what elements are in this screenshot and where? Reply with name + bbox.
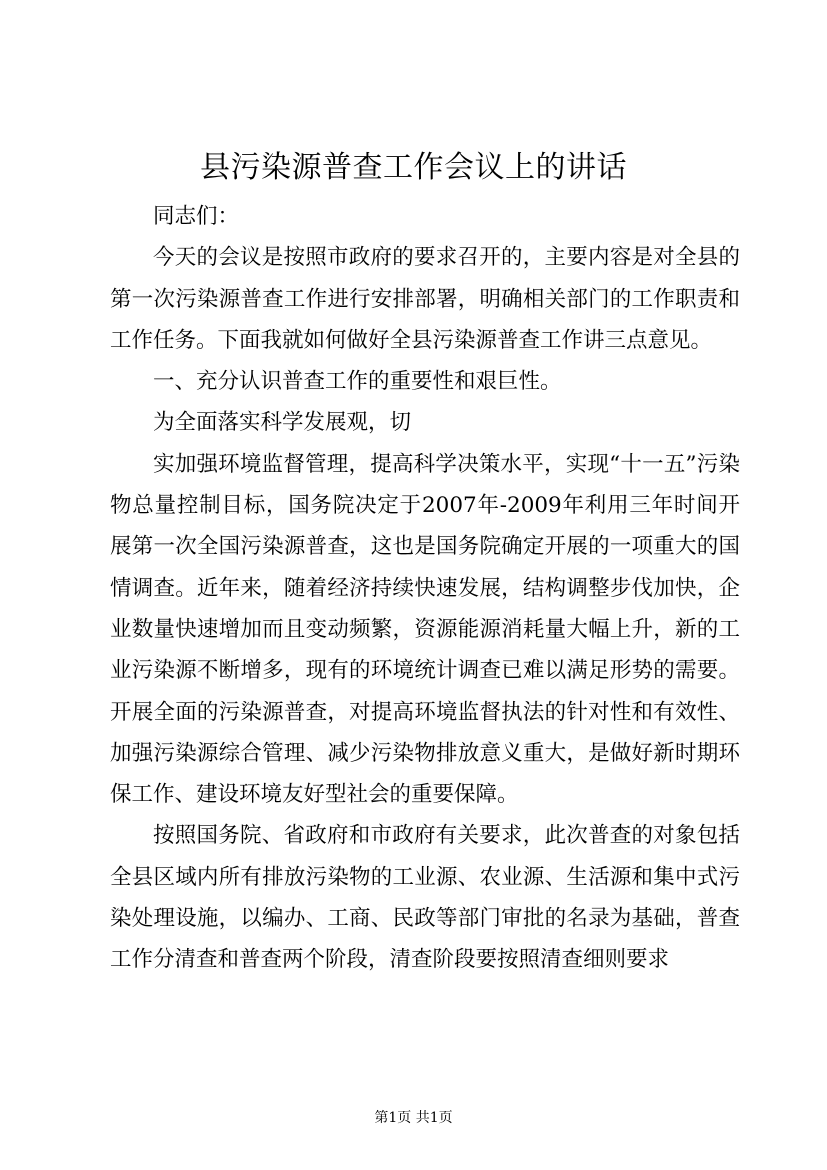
- salutation: 同志们：: [153, 204, 240, 229]
- paragraph-scope: 按照国务院、省政府和市政府有关要求，此次普查的对象包括全县区域内所有排放污染物的工业源、农业源、生活源和集中式污染处理设施，以编办、工商、民政等部门审批的名录为基础，普查工作分清查和普查两个阶段，清查阶段要按照清查细则要求: [110, 823, 740, 973]
- paragraph-fragment: 为全面落实科学发展观，切: [153, 410, 412, 436]
- document-title: 县污染源普查工作会议上的讲话: [200, 150, 627, 185]
- paragraph-background: 实加强环境监督管理，提高科学决策水平，实现“十一五”污染物总量控制目标，国务院决定于2007年-2009年利用三年时间开展第一次全国污染源普查，这也是国务院确定开展的一项重大的国情调查。近年来，随着经济持续快速发展，结构调整步伐加快，企业数量快速增加而且变动频繁，资源能源消耗量大幅上升，新的工业污染源不断增多，现有的环境统计调查已难以满足形势的需要。开展全面的污染源普查，对提高环境监督执法的针对性和有效性、加强污染源综合管理、减少污染物排放意义重大，是做好新时期环保工作、建设环境友好型社会的重要保障。: [110, 451, 740, 808]
- page-footer: 第1页 共1页: [374, 1110, 453, 1126]
- paragraph-intro: 今天的会议是按照市政府的要求召开的，主要内容是对全县的第一次污染源普查工作进行安排部署，明确相关部门的工作职责和工作任务。下面我就如何做好全县污染源普查工作讲三点意见。: [110, 245, 740, 353]
- section-heading-1: 一、充分认识普查工作的重要性和艰巨性。: [153, 369, 562, 395]
- document-body: [110, 196, 740, 981]
